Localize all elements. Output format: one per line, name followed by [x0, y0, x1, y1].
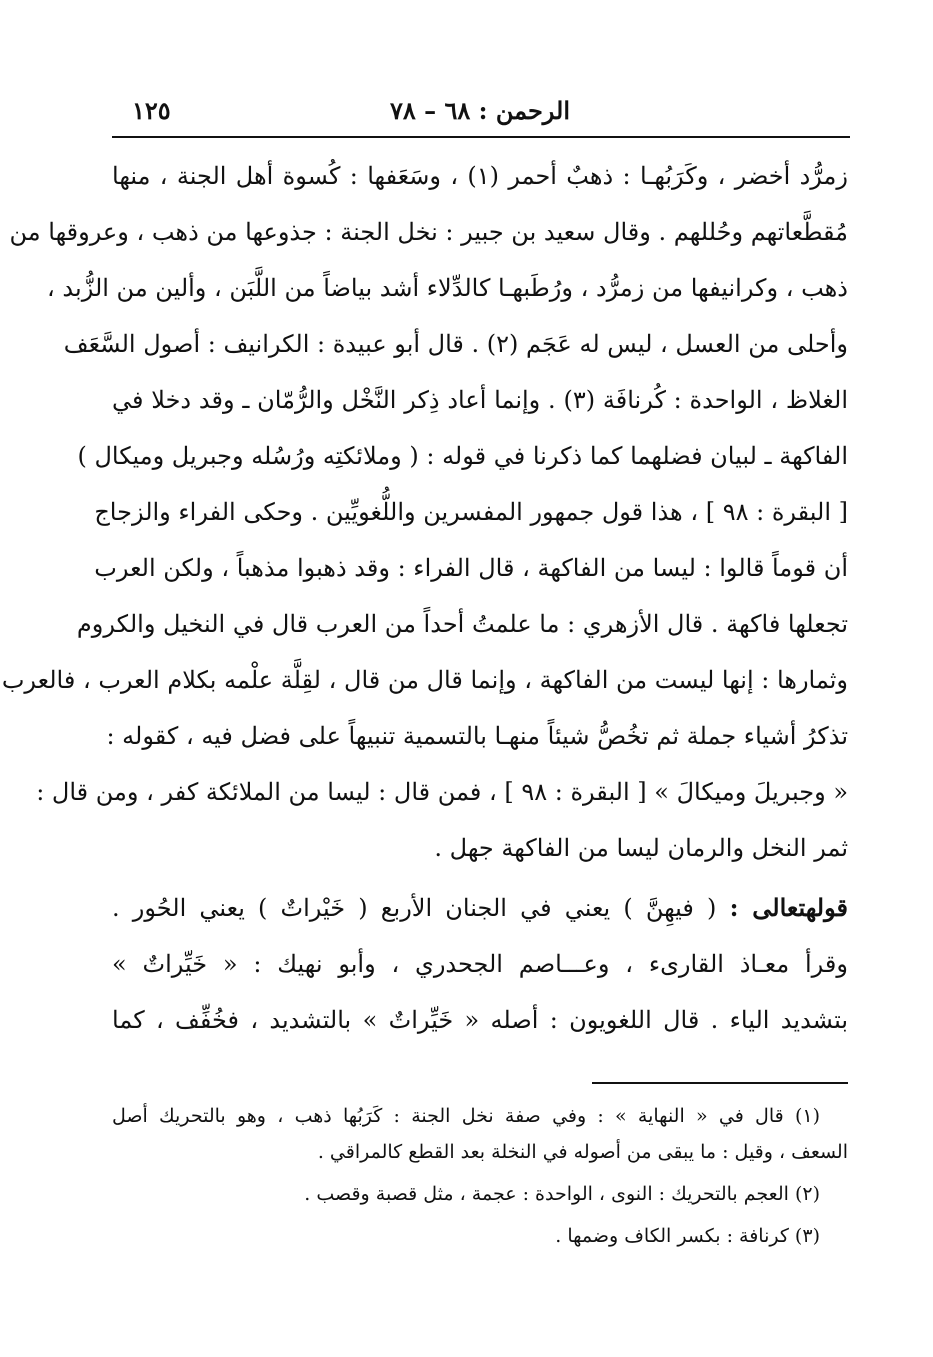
text-line: ذهب ، وكرانيفها من زمرُّد ، ورُطَبهـا كالدِّلاء أشد بياضاً من اللَّبَن ، وألين من الزُّبد ، — [47, 274, 848, 302]
verse-text: ( فيهِنَّ ) يعني في الجنان الأربع ( خَيْراتٌ ) يعني الحُور . — [112, 894, 717, 922]
footnote-line: (٣) كرنافة : بكسر الكاف وضمها . — [555, 1225, 820, 1247]
paragraph-1 — [1, 148, 848, 876]
text-line: ثمر النخل والرمان ليسا من الفاكهة جهل . — [434, 834, 848, 862]
text-line: [ البقرة : ٩٨ ] ، هذا قول جمهور المفسرين واللُّغويِّين . وحكى الفراء والزجاج — [94, 498, 848, 526]
text-line: مُقطَّعاتهم وحُللهم . وقال سعيد بن جبير : نخل الجنة : جذوعها من ذهب ، وعروقها من — [9, 218, 848, 246]
footnote-2 — [112, 1176, 848, 1212]
footnotes — [112, 1098, 848, 1260]
footnote-line: (١) قال في « النهاية » : وفي صفة نخل الجنة : كَرَبُها ذهب ، وهو بالتحريك أصل — [112, 1105, 820, 1127]
text-line: تذكرُ أشياء جملة ثم تخُصُّ شيئاً منهـا بالتسمية تنبيهاً على فضل فيه ، كقوله : — [106, 722, 848, 750]
footnote-1 — [112, 1098, 848, 1170]
text-line: وثمارها : إنها ليست من الفاكهة ، وإنما قال من قال ، لقِلَّة علْمه بكلام العرب ، فالعرب — [1, 666, 848, 694]
text-line: الغلاظ ، الواحدة : كُرنافَة (٣) . وإنما أعاد ذِكر النَّخْل والرُّمّان ـ وقد دخلا في — [112, 386, 848, 414]
text-line: وأحلى من العسل ، ليس له عَجَم (٢) . قال أبو عبيدة : الكرانيف : أصول السَّعَف — [63, 330, 848, 358]
text-line: بتشديد الياء . قال اللغويون : أصله « خَيِّراتٌ » بالتشديد ، فخُفِّف ، كما — [112, 1006, 848, 1034]
running-title: الرحمن : ٦٨ – ٧٨ — [389, 96, 571, 125]
footnote-line: السعف ، وقيل : ما يبقى من أصوله في النخلة بعد القطع كالمراقي . — [317, 1141, 848, 1163]
footnote-rule — [592, 1082, 848, 1084]
text-line: تجعلها فاكهة . قال الأزهري : ما علمتُ أحداً من العرب قال في النخيل والكروم — [76, 610, 848, 638]
page-header — [110, 92, 850, 132]
footnote-3 — [112, 1218, 848, 1254]
text-line: زمرُّد أخضر ، وكَرَبُهـا : ذهبٌ أحمر (١) ، وسَعَفها : كُسوة أهل الجنة ، منها — [112, 162, 848, 190]
main-text — [1, 148, 848, 1048]
paragraph-2 — [112, 880, 848, 1048]
text-line: أن قوماً قالوا : ليسا من الفاكهة ، قال الفراء : وقد ذهبوا مذهباً ، ولكن العرب — [94, 554, 848, 582]
header-rule — [112, 136, 850, 138]
text-line: « وجبريلَ وميكالَ » [ البقرة : ٩٨ ] ، فمن قال : ليسا من الملائكة كفر ، ومن قال : — [36, 778, 848, 806]
text-line — [112, 880, 848, 936]
text-line: وقرأ معـاذ القارىء ، وعـــاصم الجحدري ، وأبو نهيك : « خَيِّراتٌ » — [112, 950, 848, 978]
page-number: ١٢٥ — [132, 96, 171, 125]
text-line: الفاكهة ـ لبيان فضلهما كما ذكرنا في قوله : ( وملائكتِه ورُسُله وجبريل وميكال ) — [77, 442, 848, 470]
verse-lead: قولهتعالى : — [729, 893, 848, 922]
footnote-line: (٢) العجم بالتحريك : النوى ، الواحدة : عجمة ، مثل قصبة وقصب . — [304, 1183, 820, 1205]
